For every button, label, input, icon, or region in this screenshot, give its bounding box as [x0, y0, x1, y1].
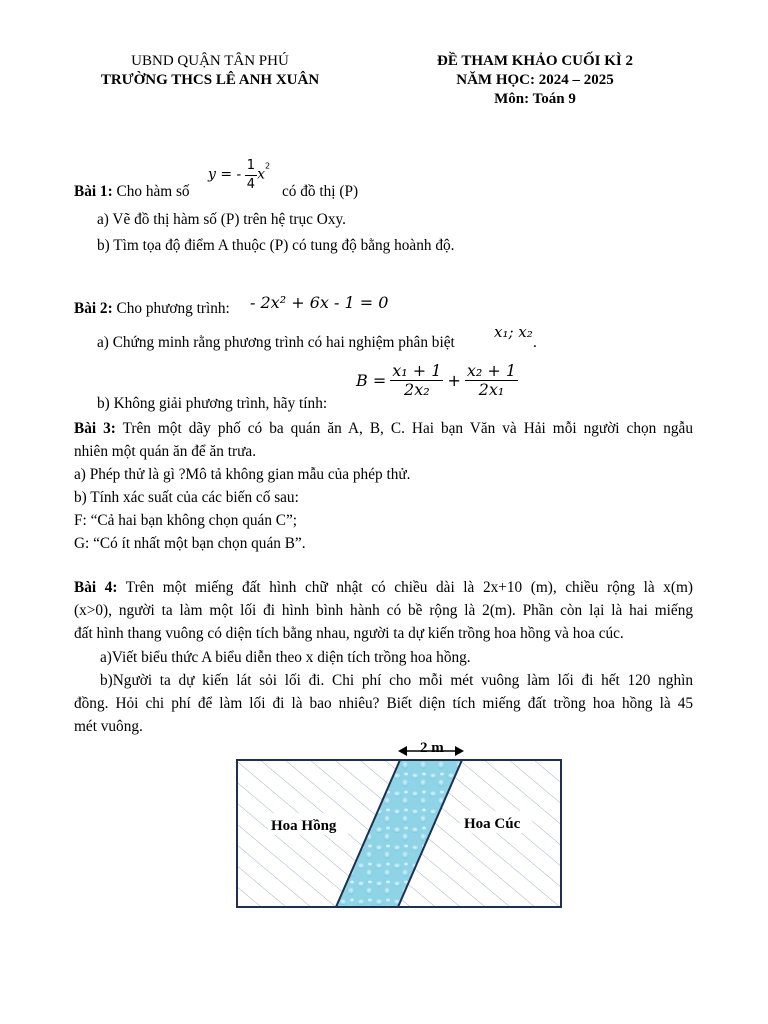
bai2-frac2 [465, 362, 518, 399]
header-right [390, 52, 680, 109]
bai4-part-b-line1: b)Người ta dự kiến lát sỏi lối đi. Chi phí cho mỗi mét vuông làm lối đi hết 120 nghìn [100, 672, 693, 689]
bai2-roots: x₁; x₂ [494, 323, 533, 341]
bai2-equation: - 2x² + 6x - 1 = 0 [250, 293, 389, 312]
subject: Môn: Toán 9 [494, 91, 576, 107]
bai1-label: Bài 1: [74, 183, 113, 200]
bai4-line1-text: Trên một miếng đất hình chữ nhật có chiều dài là 2x+10 (m), chiều rộng là x(m) [125, 579, 693, 596]
bai2-part-a: a) Chứng minh rằng phương trình có hai nghiệm phân biệt [97, 334, 455, 351]
district-name: UBND QUẬN TÂN PHÚ [131, 53, 289, 69]
hoa-hong-label: Hoa Hồng [271, 818, 337, 834]
bai1-intro-text: Cho hàm số [116, 183, 190, 200]
bai2-intro [74, 297, 230, 320]
bai2-expr-plus: + [447, 371, 461, 390]
bai4-line3: đất hình thang vuông có diện tích bằng nhau, người ta dự kiến trồng hoa hồng và hoa cúc. [74, 625, 624, 642]
bai4-line1 [74, 576, 693, 599]
header-left [40, 52, 380, 90]
bai3-event-g: G: “Có ít nhất một bạn chọn quán B”. [74, 535, 306, 552]
width-label: 2 m [420, 740, 444, 756]
bai4-part-b-line3: mét vuông. [74, 718, 143, 735]
bai3-label: Bài 3: [74, 420, 116, 437]
land-figure [230, 735, 570, 915]
bai1-formula-lhs: y = - [208, 166, 242, 183]
bai3-event-f: F: “Cả hai bạn không chọn quán C”; [74, 512, 298, 529]
bai3-line1 [74, 417, 693, 440]
bai2-part-a-end: . [533, 334, 537, 351]
bai2-frac1 [390, 362, 443, 399]
bai3-part-a: a) Phép thử là gì ?Mô tả không gian mẫu của phép thử. [74, 466, 411, 483]
bai2-intro-text: Cho phương trình: [116, 300, 230, 317]
bai1-formula [208, 157, 270, 194]
bai1-formula-var: x [257, 166, 265, 183]
bai1-formula-exp: 2 [264, 161, 271, 171]
bai1-fraction-num: 1 [245, 157, 257, 176]
bai4-line2: (x>0), người ta làm một lối đi hình bình hành có bề rộng là 2(m). Phần còn lại là hai miếng [74, 602, 693, 619]
bai2-frac1-den: 2x₂ [404, 380, 430, 399]
school-name: TRƯỜNG THCS LÊ ANH XUÂN [100, 72, 320, 88]
bai1-part-a: a) Vẽ đồ thị hàm số (P) trên hệ trục Oxy. [97, 211, 346, 228]
school-year: NĂM HỌC: 2024 – 2025 [456, 72, 614, 88]
bai1-part-b: b) Tìm tọa độ điểm A thuộc (P) có tung độ bằng hoành độ. [97, 237, 455, 254]
bai2-part-b: b) Không giải phương trình, hãy tính: [97, 395, 328, 412]
exam-title: ĐỀ THAM KHẢO CUỐI KÌ 2 [437, 53, 633, 69]
bai1-fraction-den: 4 [246, 177, 256, 192]
bai2-expr-lhs: B = [356, 371, 387, 390]
bai2-expression [356, 362, 518, 399]
bai3-line1-text: Trên một dãy phố có ba quán ăn A, B, C. Hai bạn Văn và Hải mỗi người chọn ngẫu [122, 420, 693, 437]
bai1-suffix: có đồ thị (P) [282, 183, 359, 200]
bai2-frac2-den: 2x₁ [478, 380, 505, 399]
bai3-part-b: b) Tính xác suất của các biến cố sau: [74, 489, 299, 506]
bai4-part-a: a)Viết biểu thức A biểu diễn theo x diện tích trồng hoa hồng. [100, 649, 471, 666]
hoa-cuc-label: Hoa Cúc [464, 816, 521, 832]
bai1-intro [74, 180, 190, 203]
bai1-fraction [245, 157, 257, 194]
bai2-frac2-num: x₂ + 1 [466, 361, 517, 380]
bai2-label: Bài 2: [74, 300, 113, 317]
bai3-line2: nhiên một quán ăn để ăn trưa. [74, 443, 257, 460]
bai4-label: Bài 4: [74, 579, 118, 596]
bai4-part-b-line2: đồng. Hỏi chi phí để làm lối đi là bao nhiêu? Biết diện tích miếng đất trồng hoa hồng là 45 [74, 695, 693, 712]
bai2-frac1-num: x₁ + 1 [392, 361, 442, 380]
